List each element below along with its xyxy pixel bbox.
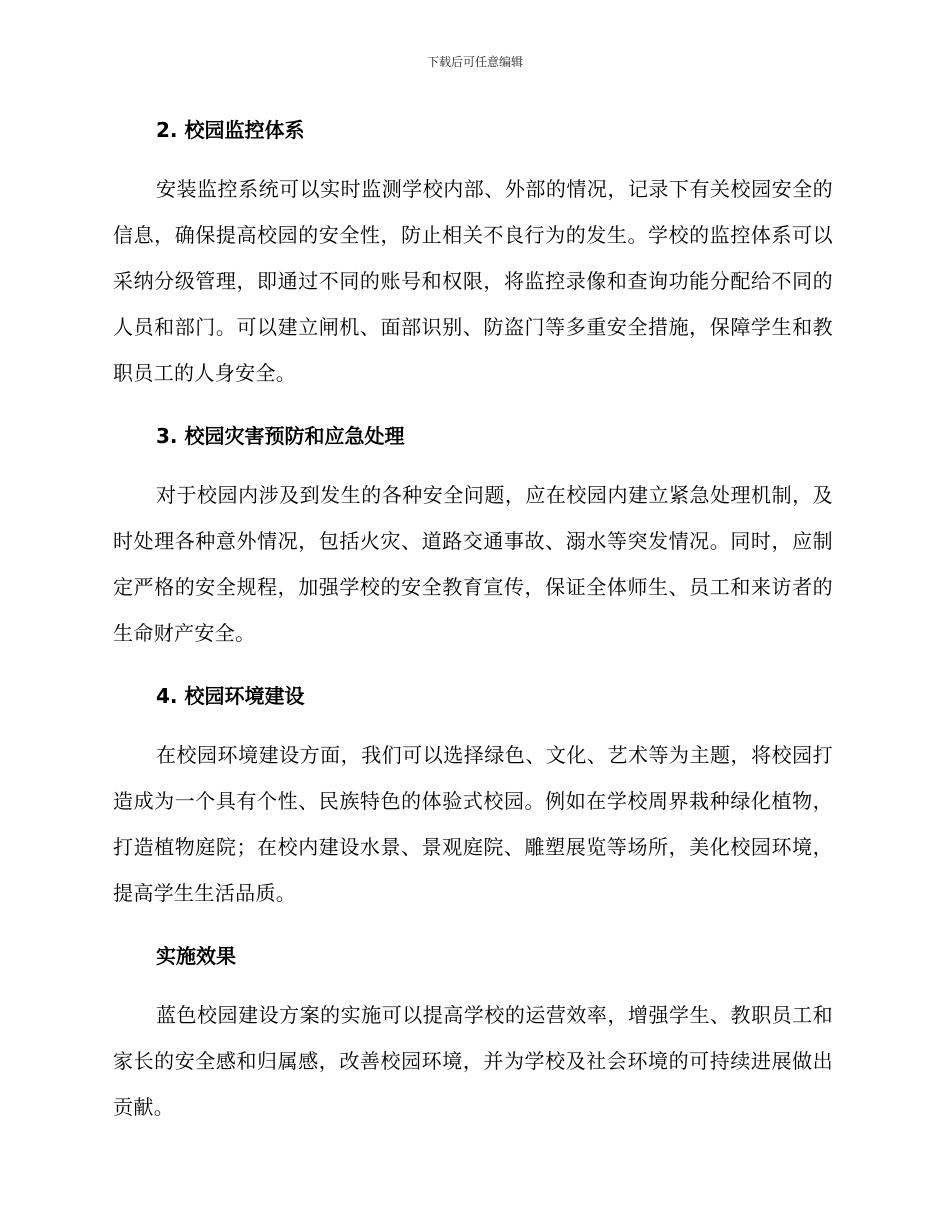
document-body	[113, 110, 833, 1150]
section-heading: 4. 校园环境建设	[156, 684, 305, 708]
page-header: 下载后可任意编辑	[426, 55, 523, 69]
section-paragraph: 在校园环境建设方面，我们可以选择绿色、文化、艺术等为主题，将校园打造成为一个具有个性、民族特色的体验式校园。例如在学校周界栽种绿化植物，打造植物庭院；在校内建设水景、景观庭院、雕塑展览等场所，美化校园环境，提高学生生活品质。	[113, 743, 833, 905]
section-paragraph: 对于校园内涉及到发生的各种安全问题，应在校园内建立紧急处理机制，及时处理各种意外情况，包括火灾、道路交通事故、溺水等突发情况。同时，应制定严格的安全规程，加强学校的安全教育宣传，保证全体师生、员工和来访者的生命财产安全。	[113, 483, 833, 645]
section-implementation-effect	[113, 936, 833, 1130]
section-disaster-prevention	[113, 416, 833, 656]
section-environment-construction	[113, 676, 833, 916]
section-heading: 2. 校园监控体系	[156, 118, 305, 142]
section-paragraph: 蓝色校园建设方案的实施可以提高学校的运营效率，增强学生、教职员工和家长的安全感和归属感，改善校园环境，并为学校及社会环境的可持续进展做出贡献。	[113, 1003, 833, 1119]
section-paragraph: 安装监控系统可以实时监测学校内部、外部的情况，记录下有关校园安全的信息，确保提高校园的安全性，防止相关不良行为的发生。学校的监控体系可以采纳分级管理，即通过不同的账号和权限，将监控录像和查询功能分配给不同的人员和部门。可以建立闸机、面部识别、防盗门等多重安全措施，保障学生和教职员工的人身安全。	[113, 177, 833, 385]
section-heading: 3. 校园灾害预防和应急处理	[156, 424, 405, 448]
section-heading: 实施效果	[156, 944, 236, 968]
section-campus-monitoring	[113, 110, 833, 396]
